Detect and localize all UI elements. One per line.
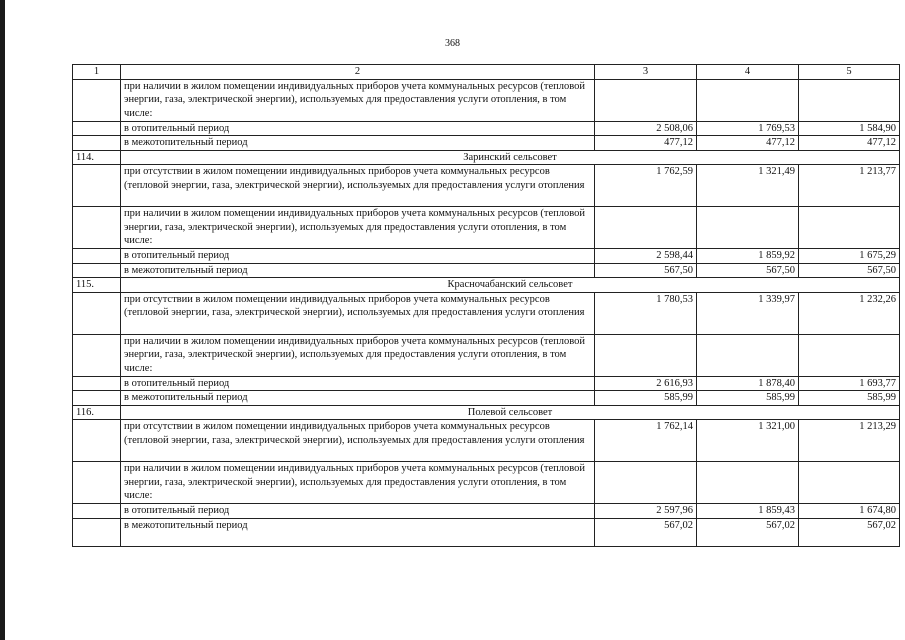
- section-row: [73, 150, 900, 165]
- row-description: при отсутствии в жилом помещении индивидуальных приборов учета коммунальных ресурсов (тепловой энергии, газа, электрической энергии), используемых для предоставления услуги отопления: [121, 420, 595, 462]
- value-cell: 1 780,53: [595, 292, 697, 334]
- page-number: 368: [445, 38, 460, 49]
- row-number: [73, 207, 121, 249]
- value-cell: [595, 79, 697, 121]
- table-row: [73, 504, 900, 519]
- table-row: [73, 207, 900, 249]
- value-cell: 1 213,77: [799, 165, 900, 207]
- table-body: [73, 65, 900, 547]
- row-number: [73, 79, 121, 121]
- value-cell: [799, 334, 900, 376]
- row-description: при наличии в жилом помещении индивидуальных приборов учета коммунальных ресурсов (тепловой энергии, газа, электрической энергии), используемых для предоставления услуги отопления, в том числе:: [121, 207, 595, 249]
- value-cell: 1 859,43: [697, 504, 799, 519]
- table-row: [73, 462, 900, 504]
- value-cell: 1 878,40: [697, 376, 799, 391]
- value-cell: 1 762,59: [595, 165, 697, 207]
- row-number: [73, 165, 121, 207]
- value-cell: 585,99: [595, 391, 697, 406]
- row-description: в отопительный период: [121, 249, 595, 264]
- column-header: 1: [73, 65, 121, 80]
- value-cell: [595, 207, 697, 249]
- value-cell: [595, 334, 697, 376]
- value-cell: 1 321,49: [697, 165, 799, 207]
- value-cell: 2 616,93: [595, 376, 697, 391]
- value-cell: 1 213,29: [799, 420, 900, 462]
- row-description: при наличии в жилом помещении индивидуальных приборов учета коммунальных ресурсов (тепловой энергии, газа, электрической энергии), используемых для предоставления услуги отопления, в том числе:: [121, 334, 595, 376]
- section-title: Красночабанский сельсовет: [121, 278, 900, 293]
- row-number: [73, 136, 121, 151]
- value-cell: 585,99: [697, 391, 799, 406]
- value-cell: 585,99: [799, 391, 900, 406]
- row-number: 115.: [73, 278, 121, 293]
- row-number: [73, 376, 121, 391]
- row-description: при отсутствии в жилом помещении индивидуальных приборов учета коммунальных ресурсов (тепловой энергии, газа, электрической энергии), используемых для предоставления услуги отопления: [121, 292, 595, 334]
- section-title: Заринский сельсовет: [121, 150, 900, 165]
- row-description: в отопительный период: [121, 504, 595, 519]
- row-number: [73, 334, 121, 376]
- column-header: 4: [697, 65, 799, 80]
- row-number: [73, 249, 121, 264]
- value-cell: 1 859,92: [697, 249, 799, 264]
- column-header: 2: [121, 65, 595, 80]
- value-cell: 2 597,96: [595, 504, 697, 519]
- value-cell: 1 693,77: [799, 376, 900, 391]
- row-number: [73, 292, 121, 334]
- column-header: 3: [595, 65, 697, 80]
- value-cell: 1 232,26: [799, 292, 900, 334]
- row-description: в отопительный период: [121, 376, 595, 391]
- table-row: [73, 391, 900, 406]
- row-description: в межотопительный период: [121, 518, 595, 546]
- value-cell: 2 598,44: [595, 249, 697, 264]
- table-row: [73, 165, 900, 207]
- value-cell: 567,02: [799, 518, 900, 546]
- row-number: [73, 504, 121, 519]
- value-cell: 567,02: [697, 518, 799, 546]
- value-cell: 477,12: [595, 136, 697, 151]
- value-cell: 1 769,53: [697, 121, 799, 136]
- value-cell: [799, 462, 900, 504]
- value-cell: 477,12: [697, 136, 799, 151]
- row-description: при наличии в жилом помещении индивидуальных приборов учета коммунальных ресурсов (тепловой энергии, газа, электрической энергии), используемых для предоставления услуги отопления, в том числе:: [121, 79, 595, 121]
- column-header: 5: [799, 65, 900, 80]
- table-row: [73, 121, 900, 136]
- value-cell: 1 321,00: [697, 420, 799, 462]
- value-cell: 1 762,14: [595, 420, 697, 462]
- scan-edge-shadow: [0, 0, 5, 640]
- row-number: 116.: [73, 405, 121, 420]
- table-header-row: [73, 65, 900, 80]
- row-description: в межотопительный период: [121, 391, 595, 406]
- value-cell: [697, 334, 799, 376]
- table-row: [73, 292, 900, 334]
- value-cell: 567,50: [595, 263, 697, 278]
- row-number: [73, 462, 121, 504]
- tariff-table: [72, 64, 900, 547]
- value-cell: [697, 79, 799, 121]
- row-number: [73, 121, 121, 136]
- value-cell: 567,50: [697, 263, 799, 278]
- value-cell: 477,12: [799, 136, 900, 151]
- row-number: [73, 391, 121, 406]
- value-cell: 567,50: [799, 263, 900, 278]
- table-row: [73, 376, 900, 391]
- value-cell: 1 674,80: [799, 504, 900, 519]
- value-cell: 2 508,06: [595, 121, 697, 136]
- section-title: Полевой сельсовет: [121, 405, 900, 420]
- value-cell: 1 584,90: [799, 121, 900, 136]
- table-row: [73, 420, 900, 462]
- value-cell: [799, 207, 900, 249]
- row-number: 114.: [73, 150, 121, 165]
- value-cell: [697, 462, 799, 504]
- value-cell: [595, 462, 697, 504]
- table-row: [73, 136, 900, 151]
- row-description: при наличии в жилом помещении индивидуальных приборов учета коммунальных ресурсов (тепловой энергии, газа, электрической энергии), используемых для предоставления услуги отопления, в том числе:: [121, 462, 595, 504]
- row-number: [73, 263, 121, 278]
- table-row: [73, 263, 900, 278]
- value-cell: 567,02: [595, 518, 697, 546]
- value-cell: 1 339,97: [697, 292, 799, 334]
- value-cell: [697, 207, 799, 249]
- section-row: [73, 278, 900, 293]
- value-cell: 1 675,29: [799, 249, 900, 264]
- row-description: при отсутствии в жилом помещении индивидуальных приборов учета коммунальных ресурсов (тепловой энергии, газа, электрической энергии), используемых для предоставления услуги отопления: [121, 165, 595, 207]
- row-number: [73, 518, 121, 546]
- section-row: [73, 405, 900, 420]
- table-row: [73, 249, 900, 264]
- table-row: [73, 518, 900, 546]
- value-cell: [799, 79, 900, 121]
- table-row: [73, 334, 900, 376]
- row-description: в межотопительный период: [121, 136, 595, 151]
- row-description: в отопительный период: [121, 121, 595, 136]
- table-row: [73, 79, 900, 121]
- row-description: в межотопительный период: [121, 263, 595, 278]
- row-number: [73, 420, 121, 462]
